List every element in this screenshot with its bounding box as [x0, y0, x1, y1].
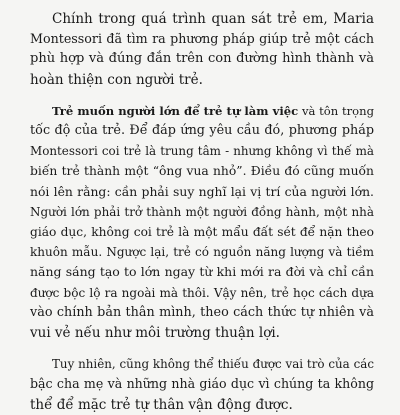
- text-line: biến trẻ thành một “ông vua nhỏ”. Điều đó cũng muốn: [30, 164, 374, 179]
- text-line: nói lên rằng: cần phải suy nghĩ lại vị trí của người lớn.: [30, 183, 374, 199]
- paragraph-spacer: [30, 90, 374, 101]
- text-line: vui vẻ nếu như môi trường thuận lợi.: [30, 325, 280, 342]
- text-line: [30, 101, 374, 121]
- paragraph-spacer: [30, 343, 374, 354]
- text-line: bậc cha mẹ và những nhà giáo dục vì chúng ta không: [30, 376, 374, 392]
- text-line: Chính trong quá trình quan sát trẻ em, Maria: [52, 11, 374, 27]
- text-line: phù hợp và đúng đắn trên con đường hình thành và: [30, 51, 374, 67]
- paragraph-intro: [30, 9, 374, 90]
- text-line: hoàn thiện con người trẻ.: [30, 71, 203, 88]
- text-line: thể để mặc trẻ tự thân vận động được.: [30, 396, 293, 413]
- paragraph-main: [30, 101, 374, 343]
- text-line: năng sáng tạo to lớn ngay từ khi mới ra đời và chỉ cần: [30, 264, 374, 280]
- bold-lead-phrase: Trẻ muốn người lớn để trẻ tự làm việc: [52, 103, 299, 118]
- text-line: giáo dục, không coi trẻ là một mẩu đất sét để nặn theo: [30, 225, 374, 240]
- text-line: khuôn mẫu. Ngược lại, trẻ có nguồn năng lượng và tiềm: [30, 245, 374, 260]
- text-line: vào chính bản thân mình, theo cách thức tự nhiên và: [30, 304, 374, 320]
- text-line: được bộc lộ ra ngoài mà thôi. Vậy nên, trẻ học cách dựa: [30, 285, 374, 300]
- text-line: Montessori đã tìm ra phương pháp giúp trẻ một cách: [30, 31, 374, 47]
- text-line: tốc độ của trẻ. Để đáp ứng yêu cầu đó, phương pháp: [30, 123, 374, 139]
- text-fragment: và tôn trọng: [298, 103, 375, 118]
- text-line: Montessori coi trẻ là trung tâm - nhưng không vì thế mà: [30, 144, 374, 159]
- text-line: Tuy nhiên, cũng không thể thiếu được vai trò của các: [52, 357, 374, 372]
- text-line: Người lớn phải trở thành một người đồng hành, một nhà: [30, 204, 374, 219]
- paragraph-closing: [30, 354, 374, 415]
